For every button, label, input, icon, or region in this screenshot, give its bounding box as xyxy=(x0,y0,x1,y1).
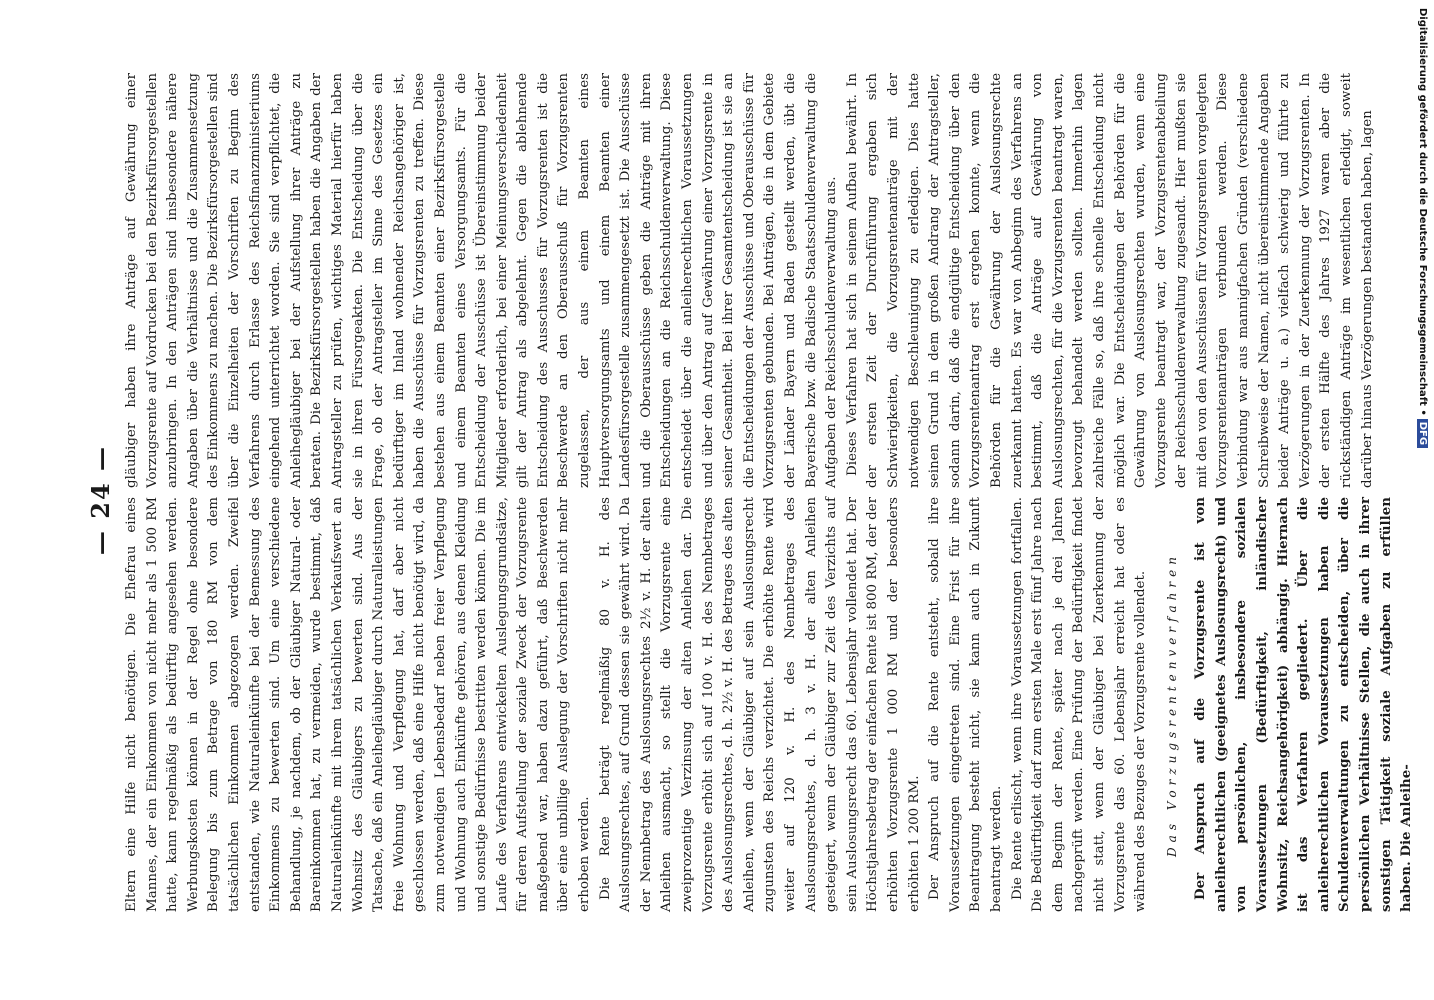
section-heading: Das Vorzugsrentenverfahren xyxy=(1164,552,1179,857)
paragraph: Die Rente beträgt regelmäßig 80 v. H. des Auslosungsrechtes, auf Grund dessen sie gewährt wird. Da der Nennbetrag des Auslosungsrechtes 2½ v. H. der alten Anleihen ausmacht, so stellt die Vorzugsrente eine zweiprozentige Verzinsung der alten Anleihen dar. Die Vorzugsrente erhöht sich auf 100 v. H. des Nennbetrages des Auslosungsrechtes, d. h. 2½ v. H. des Betrages des alten Anleihen, wenn der Gläubiger auf sein Auslosungsrecht zugunsten des Reichs verzichtet. Die erhöhte Rente wird weiter auf 120 v. H. des Nennbetrages des Auslosungsrechtes, d. h. 3 v. H. der alten Anleihen gesteigert, wenn der Gläubiger zur Zeit des Verzichts auf sein Auslosungsrecht das 60. Lebensjahr vollendet hat. Der Höchstjahresbetrag der einfachen Rente ist 800 RM, der der erhöhten Vorzugsrente 1 000 RM und der besonders erhöhten 1 200 RM. xyxy=(597,497,922,912)
paragraph: Dieses Verfahren hat sich in seinem Aufbau bewährt. In der ersten Zeit der Durchführung ergaben sich Schwierigkeiten, die Vorzugsrentenanträge mit der notwendigen Beschleunigung zu erledigen. Dies hatte seinen Grund in dem großen Andrang der Antragsteller, sodann darin, daß die endgültige Entscheidung über den Vorzugsrentenantrag erst ergehen konnte, wenn die Behörden für die Gewährung der Auslosungsrechte zuerkannt hatten. Es war von Anbeginn des Verfahrens an bestimmt, daß die Anträge auf Gewährung von Auslosungsrechten, für die Vorzugsrenten beantragt waren, bevorzugt behandelt werden sollten. Immerhin lagen zahlreiche Fälle so, daß ihre schnelle Entscheidung nicht möglich war. Die Entscheidungen der Behörden für die Gewährung von Auslosungsrechten wurden, wenn eine Vorzugsrente beantragt war, der Vorzugsrentenabteilung der Reichsschuldenverwaltung zugesandt. Hier mußten sie mit den von den Ausschüssen für Vorzugsrenten vorgelegten Vorzugsrentenanträgen verbunden werden. Diese Verbindung war aus mannigfachen Gründen (verschiedene Schreibweise der Namen, nicht übereinstimmende Angaben beider Anträge u. a.) vielfach schwierig und führte zu Verzögerungen in der Zuerkennung der Vorzugsrenten. In der ersten Hälfte des Jahres 1927 waren aber die rückständigen Anträge im wesentlichen erledigt, soweit darüber hinaus Verzögerungen bestanden haben, lagen xyxy=(844,73,1375,488)
paragraph: Der Anspruch auf die Rente entsteht, sobald ihre Voraussetzungen eingetreten sind. Eine Frist für ihre Beantragung besteht nicht, sie kann auch in Zukunft beantragt werden. xyxy=(927,497,1004,912)
notice-text: Digitalisierung gefördert durch die Deutsche Forschungsgemeinschaft • xyxy=(1417,8,1428,416)
paragraph: Die Rente erlischt, wenn ihre Voraussetzungen fortfallen. Die Bedürftigkeit darf zum ersten Male erst fünf Jahre nach dem Beginn der Rente, später nach je drei Jahren nachgeprüft werden. Eine Prüfung der Bedürftigkeit findet nicht statt, wenn der Gläubiger bei Zuerkennung der Vorzugsrente das 60. Lebensjahr erreicht hat oder es während des Bezuges der Vorzugsrente vollendet. xyxy=(1009,497,1149,912)
paragraph: Der Anspruch auf die Vorzugsrente ist von anleiherechtlichen (geeignetes Auslosungsrecht) und von persönlichen, insbesondere sozialen Voraussetzungen (Bedürftigkeit, inländischer Wohnsitz, Reichsangehörigkeit) abhängig. Hiernach ist das Verfahren gegliedert. Über die anleiherechtlichen Voraussetzungen haben die Schuldenverwaltungen zu entscheiden, über die persönlichen Verhältnisse Stellen, die auch in ihrer sonstigen Tätigkeit soziale Aufgaben zu erfüllen haben. Die Anleihe- xyxy=(1192,497,1415,912)
right-column xyxy=(122,73,1378,488)
left-column xyxy=(122,497,1417,912)
dfg-logo: DFG xyxy=(1417,419,1428,448)
digitization-notice xyxy=(1412,8,1432,446)
paragraph: Eltern eine Hilfe nicht benötigen. Die Ehefrau eines Mannes, der ein Einkommen von nicht mehr als 1 500 RM hatte, kann regelmäßig als bedürftig angesehen werden. Werbungskosten können in der Regel ohne besondere Belegung bis zum Betrage von 180 RM von dem tatsächlichen Einkommen abgezogen werden. Zweifel entstanden, wie Naturaleinkünfte bei der Bemessung des Einkommens zu bewerten sind. Um eine verschiedene Behandlung, je nachdem, ob der Gläubiger Natural- oder Bareinkommen hat, zu vermeiden, wurde bestimmt, daß Naturaleinkünfte mit ihrem tatsächlichen Verkaufswert an Wohnsitz des Gläubigers zu bewerten sind. Aus der Tatsache, daß ein Anleihegläubiger durch Naturalleistungen freie Wohnung und Verpflegung hat, darf aber nicht geschlossen werden, daß eine Hilfe nicht benötigt wird, da zum notwendigen Lebensbedarf neben freier Verpflegung und Wohnung auch Einkünfte gehören, aus denen Kleidung und sonstige Bedürfnisse bestritten werden können. Die im Laufe des Verfahrens entwickelten Auslegungsgrundsätze, für deren Aufstellung der soziale Zweck der Vorzugsrente maßgebend war, haben dazu geführt, daß Beschwerden über eine unbillige Auslegung der Vorschriften nicht mehr erhoben werden. xyxy=(124,497,593,912)
page-number: — 24 — xyxy=(86,444,115,556)
paragraph: gläubiger haben ihre Anträge auf Gewährung einer Vorzugsrente auf Vordrucken bei den Bezirksfürsorgestellen anzubringen. In den Anträgen sind insbesondere nähere Angaben über die Verhältnisse und die Zusammensetzung des Einkommens zu machen. Die Bezirksfürsorgestellen sind über die Einzelheiten der Vorschriften zu Beginn des Verfahrens durch Erlasse des Reichsfinanzministeriums eingehend unterrichtet worden. Sie sind verpflichtet, die Anleihegläubiger bei der Aufstellung ihrer Anträge zu beraten. Die Bezirksfürsorgestellen haben die Angaben der Antragsteller zu prüfen, wichtiges Material hierfür haben sie in ihren Fürsorgeakten. Die Entscheidung über die Frage, ob der Antragsteller im Sinne des Gesetzes ein bedürftiger im Inland wohnender Reichsangehöriger ist, haben die Ausschüsse für Vorzugsrenten zu treffen. Diese bestehen aus einem Beamten einer Bezirksfürsorgestelle und einem Beamten eines Versorgungsamts. Für die Entscheidung der Ausschüsse ist Übereinstimmung beider Mitglieder erforderlich, bei einer Meinungsverschiedenheit gilt der Antrag als abgelehnt. Gegen die ablehnende Entscheidung des Ausschusses für Vorzugsrenten ist die Beschwerde an den Oberausschuß für Vorzugsrenten zugelassen, der aus einem Beamten eines Hauptversorgungsamts und einem Beamten einer Landesfürsorgestelle zusammengesetzt ist. Die Ausschüsse und die Oberausschüsse geben die Anträge mit ihren Entscheidungen an die Reichsschuldenverwaltung. Diese entscheidet über die anleiherechtlichen Voraussetzungen und über den Antrag auf Gewährung einer Vorzugsrente in seiner Gesamtheit. Bei ihrer Gesamtentscheidung ist sie an die Entscheidungen der Ausschüsse und Oberausschüsse für Vorzugsrenten gebunden. Bei Anträgen, die in dem Gebiete der Länder Bayern und Baden gestellt werden, übt die Bayerische bzw. die Badische Staatsschuldenverwaltung die Aufgaben der Reichsschuldenverwaltung aus. xyxy=(124,73,840,488)
